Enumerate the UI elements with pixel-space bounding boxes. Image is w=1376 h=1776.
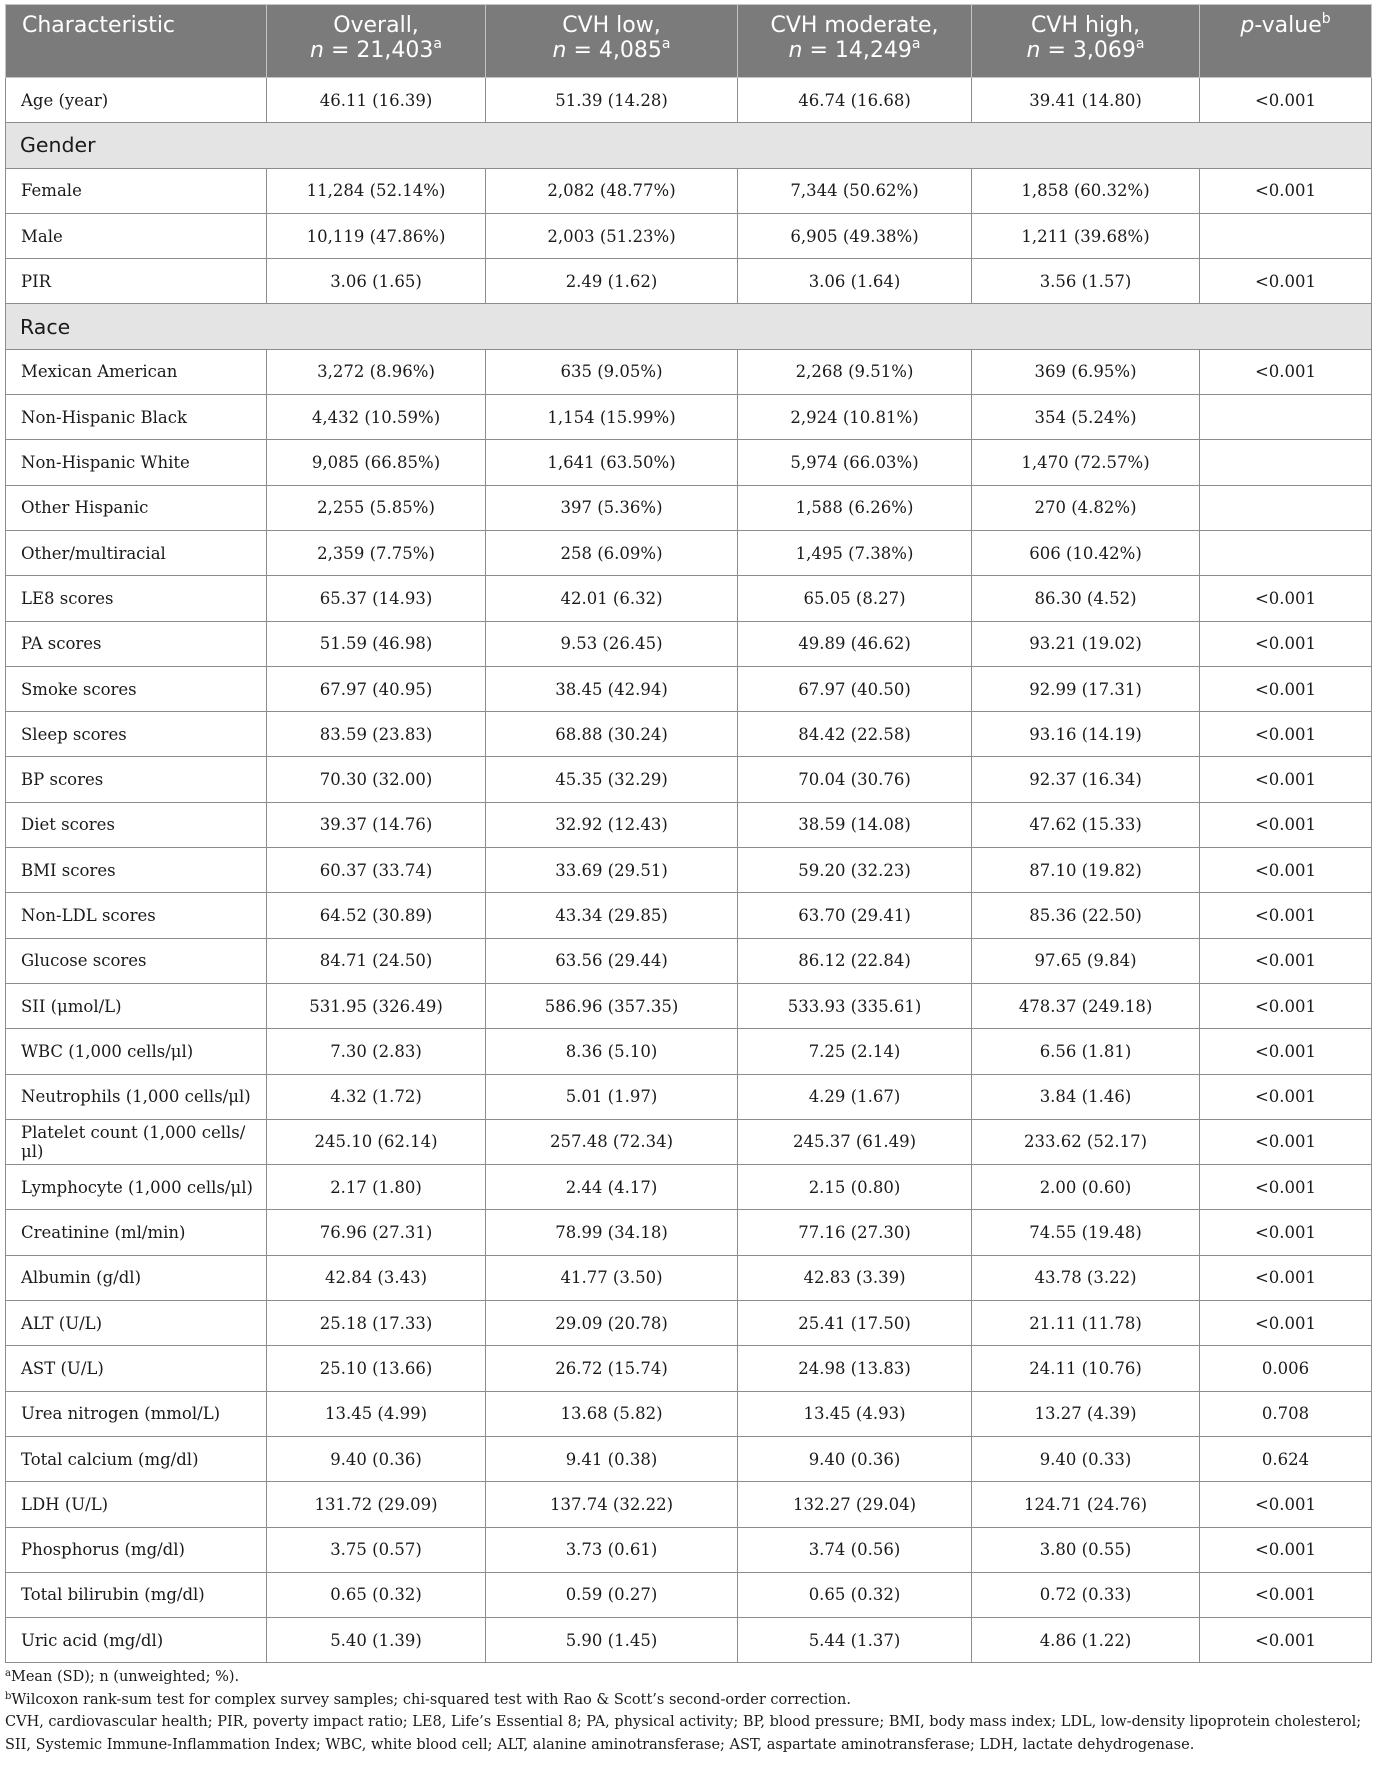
cell-cvh-high: 85.36 (22.50) xyxy=(972,893,1200,938)
cell-cvh-low: 68.88 (30.24) xyxy=(486,712,738,757)
cell-p-value: <0.001 xyxy=(1200,802,1372,847)
table-row xyxy=(6,848,1372,893)
table-row xyxy=(6,983,1372,1028)
cell-overall: 51.59 (46.98) xyxy=(267,621,486,666)
cell-cvh-moderate: 24.98 (13.83) xyxy=(738,1346,972,1391)
table-row xyxy=(6,1346,1372,1391)
cell-cvh-moderate: 5.44 (1.37) xyxy=(738,1618,972,1663)
cell-cvh-moderate: 7,344 (50.62%) xyxy=(738,168,972,213)
row-label: Albumin (g/dl) xyxy=(6,1255,267,1300)
cell-p-value: <0.001 xyxy=(1200,621,1372,666)
cell-cvh-moderate: 5,974 (66.03%) xyxy=(738,440,972,485)
header-cvh-high: CVH high, n = 3,069$^a$ xyxy=(972,5,1200,78)
table-header-row xyxy=(6,5,1372,78)
cell-overall: 9.40 (0.36) xyxy=(267,1436,486,1481)
cell-cvh-high: 369 (6.95%) xyxy=(972,349,1200,394)
row-label: Sleep scores xyxy=(6,712,267,757)
cell-overall: 245.10 (62.14) xyxy=(267,1119,486,1164)
table-row xyxy=(6,1301,1372,1346)
cell-p-value: <0.001 xyxy=(1200,576,1372,621)
cell-p-value xyxy=(1200,440,1372,485)
cell-cvh-moderate: 13.45 (4.93) xyxy=(738,1391,972,1436)
row-label: AST (U/L) xyxy=(6,1346,267,1391)
table-row xyxy=(6,712,1372,757)
cell-cvh-high: 93.16 (14.19) xyxy=(972,712,1200,757)
cell-p-value: <0.001 xyxy=(1200,983,1372,1028)
cell-cvh-low: 0.59 (0.27) xyxy=(486,1572,738,1617)
cell-p-value: <0.001 xyxy=(1200,168,1372,213)
cell-p-value: <0.001 xyxy=(1200,1527,1372,1572)
cell-cvh-moderate: 3.06 (1.64) xyxy=(738,259,972,304)
cell-overall: 11,284 (52.14%) xyxy=(267,168,486,213)
row-label: BP scores xyxy=(6,757,267,802)
cell-cvh-low: 63.56 (29.44) xyxy=(486,938,738,983)
row-label: Uric acid (mg/dl) xyxy=(6,1618,267,1663)
row-label: Total calcium (mg/dl) xyxy=(6,1436,267,1481)
cell-cvh-low: 5.90 (1.45) xyxy=(486,1618,738,1663)
cell-cvh-high: 4.86 (1.22) xyxy=(972,1618,1200,1663)
section-row xyxy=(6,304,1372,349)
cell-cvh-moderate: 2,924 (10.81%) xyxy=(738,395,972,440)
row-label: BMI scores xyxy=(6,848,267,893)
cell-p-value: <0.001 xyxy=(1200,1210,1372,1255)
table-row xyxy=(6,621,1372,666)
table-row xyxy=(6,259,1372,304)
cell-cvh-high: 6.56 (1.81) xyxy=(972,1029,1200,1074)
cell-overall: 65.37 (14.93) xyxy=(267,576,486,621)
cell-cvh-high: 124.71 (24.76) xyxy=(972,1482,1200,1527)
cell-cvh-high: 87.10 (19.82) xyxy=(972,848,1200,893)
cell-overall: 42.84 (3.43) xyxy=(267,1255,486,1300)
table-row xyxy=(6,757,1372,802)
cell-cvh-high: 86.30 (4.52) xyxy=(972,576,1200,621)
cell-p-value xyxy=(1200,530,1372,575)
cell-cvh-high: 3.84 (1.46) xyxy=(972,1074,1200,1119)
cell-cvh-moderate: 84.42 (22.58) xyxy=(738,712,972,757)
row-label: ALT (U/L) xyxy=(6,1301,267,1346)
cell-cvh-low: 137.74 (32.22) xyxy=(486,1482,738,1527)
cell-cvh-high: 270 (4.82%) xyxy=(972,485,1200,530)
cell-p-value: <0.001 xyxy=(1200,1572,1372,1617)
row-label: Non-LDL scores xyxy=(6,893,267,938)
row-label: Glucose scores xyxy=(6,938,267,983)
cell-cvh-low: 2.49 (1.62) xyxy=(486,259,738,304)
cell-cvh-moderate: 65.05 (8.27) xyxy=(738,576,972,621)
cell-p-value: <0.001 xyxy=(1200,848,1372,893)
section-row xyxy=(6,123,1372,168)
cell-p-value: 0.006 xyxy=(1200,1346,1372,1391)
cell-cvh-low: 29.09 (20.78) xyxy=(486,1301,738,1346)
cell-cvh-low: 41.77 (3.50) xyxy=(486,1255,738,1300)
header-p-value: p-value$^b$ xyxy=(1200,5,1372,78)
cell-cvh-moderate: 533.93 (335.61) xyxy=(738,983,972,1028)
table-row xyxy=(6,893,1372,938)
cell-cvh-high: 92.37 (16.34) xyxy=(972,757,1200,802)
row-label: Other Hispanic xyxy=(6,485,267,530)
row-label: PIR xyxy=(6,259,267,304)
table-row xyxy=(6,938,1372,983)
cell-cvh-low: 9.53 (26.45) xyxy=(486,621,738,666)
row-label: Diet scores xyxy=(6,802,267,847)
cell-cvh-moderate: 59.20 (32.23) xyxy=(738,848,972,893)
cell-cvh-high: 43.78 (3.22) xyxy=(972,1255,1200,1300)
row-label: Phosphorus (mg/dl) xyxy=(6,1527,267,1572)
cell-overall: 3,272 (8.96%) xyxy=(267,349,486,394)
table-row xyxy=(6,440,1372,485)
cell-cvh-low: 1,154 (15.99%) xyxy=(486,395,738,440)
cell-cvh-low: 42.01 (6.32) xyxy=(486,576,738,621)
cell-overall: 2,255 (5.85%) xyxy=(267,485,486,530)
cell-overall: 13.45 (4.99) xyxy=(267,1391,486,1436)
cell-cvh-moderate: 1,495 (7.38%) xyxy=(738,530,972,575)
cell-cvh-low: 397 (5.36%) xyxy=(486,485,738,530)
cell-overall: 4,432 (10.59%) xyxy=(267,395,486,440)
table-row xyxy=(6,576,1372,621)
table-row xyxy=(6,349,1372,394)
cell-cvh-high: 3.80 (0.55) xyxy=(972,1527,1200,1572)
cell-cvh-moderate: 2.15 (0.80) xyxy=(738,1165,972,1210)
cell-overall: 7.30 (2.83) xyxy=(267,1029,486,1074)
row-label: Male xyxy=(6,213,267,258)
cell-cvh-high: 24.11 (10.76) xyxy=(972,1346,1200,1391)
cell-overall: 67.97 (40.95) xyxy=(267,666,486,711)
cell-cvh-low: 2,082 (48.77%) xyxy=(486,168,738,213)
cell-cvh-high: 0.72 (0.33) xyxy=(972,1572,1200,1617)
cell-overall: 9,085 (66.85%) xyxy=(267,440,486,485)
cell-cvh-low: 45.35 (32.29) xyxy=(486,757,738,802)
cell-overall: 83.59 (23.83) xyxy=(267,712,486,757)
cell-cvh-moderate: 77.16 (27.30) xyxy=(738,1210,972,1255)
row-label: Female xyxy=(6,168,267,213)
row-label: Neutrophils (1,000 cells/μl) xyxy=(6,1074,267,1119)
cell-cvh-moderate: 4.29 (1.67) xyxy=(738,1074,972,1119)
cell-cvh-low: 635 (9.05%) xyxy=(486,349,738,394)
cell-overall: 76.96 (27.31) xyxy=(267,1210,486,1255)
header-overall: Overall, n = 21,403$^a$ xyxy=(267,5,486,78)
table-row xyxy=(6,395,1372,440)
cell-p-value: <0.001 xyxy=(1200,1119,1372,1164)
cell-cvh-high: 93.21 (19.02) xyxy=(972,621,1200,666)
cell-overall: 131.72 (29.09) xyxy=(267,1482,486,1527)
table-row xyxy=(6,1572,1372,1617)
cell-p-value: <0.001 xyxy=(1200,1618,1372,1663)
table-row xyxy=(6,1074,1372,1119)
cell-overall: 0.65 (0.32) xyxy=(267,1572,486,1617)
cell-cvh-high: 233.62 (52.17) xyxy=(972,1119,1200,1164)
cell-cvh-low: 43.34 (29.85) xyxy=(486,893,738,938)
cell-cvh-low: 2,003 (51.23%) xyxy=(486,213,738,258)
cell-cvh-high: 478.37 (249.18) xyxy=(972,983,1200,1028)
cell-cvh-high: 2.00 (0.60) xyxy=(972,1165,1200,1210)
row-label: Creatinine (ml/min) xyxy=(6,1210,267,1255)
cell-p-value: <0.001 xyxy=(1200,1074,1372,1119)
cell-overall: 84.71 (24.50) xyxy=(267,938,486,983)
cell-cvh-moderate: 38.59 (14.08) xyxy=(738,802,972,847)
row-label: Age (year) xyxy=(6,78,267,123)
table-row xyxy=(6,1029,1372,1074)
cell-overall: 10,119 (47.86%) xyxy=(267,213,486,258)
table-row xyxy=(6,802,1372,847)
cell-cvh-high: 1,858 (60.32%) xyxy=(972,168,1200,213)
row-label: Urea nitrogen (mmol/L) xyxy=(6,1391,267,1436)
cell-p-value: 0.624 xyxy=(1200,1436,1372,1481)
cell-cvh-moderate: 49.89 (46.62) xyxy=(738,621,972,666)
cell-overall: 60.37 (33.74) xyxy=(267,848,486,893)
section-label: Gender xyxy=(6,123,1372,168)
cell-cvh-moderate: 9.40 (0.36) xyxy=(738,1436,972,1481)
table-row xyxy=(6,78,1372,123)
table-row xyxy=(6,666,1372,711)
cell-p-value: <0.001 xyxy=(1200,1255,1372,1300)
cell-cvh-low: 3.73 (0.61) xyxy=(486,1527,738,1572)
cell-cvh-high: 606 (10.42%) xyxy=(972,530,1200,575)
cell-overall: 46.11 (16.39) xyxy=(267,78,486,123)
table-row xyxy=(6,1436,1372,1481)
cell-cvh-low: 1,641 (63.50%) xyxy=(486,440,738,485)
cell-overall: 3.75 (0.57) xyxy=(267,1527,486,1572)
cell-overall: 70.30 (32.00) xyxy=(267,757,486,802)
cell-p-value xyxy=(1200,213,1372,258)
table-row xyxy=(6,1618,1372,1663)
cell-cvh-low: 33.69 (29.51) xyxy=(486,848,738,893)
table-row xyxy=(6,1255,1372,1300)
cell-cvh-moderate: 67.97 (40.50) xyxy=(738,666,972,711)
table-row xyxy=(6,530,1372,575)
table-row xyxy=(6,1482,1372,1527)
cell-cvh-low: 78.99 (34.18) xyxy=(486,1210,738,1255)
cell-cvh-moderate: 70.04 (30.76) xyxy=(738,757,972,802)
cell-overall: 64.52 (30.89) xyxy=(267,893,486,938)
table-row xyxy=(6,168,1372,213)
cell-p-value: <0.001 xyxy=(1200,1482,1372,1527)
header-cvh-moderate: CVH moderate, n = 14,249$^a$ xyxy=(738,5,972,78)
cell-cvh-high: 97.65 (9.84) xyxy=(972,938,1200,983)
cell-cvh-moderate: 6,905 (49.38%) xyxy=(738,213,972,258)
cell-p-value: <0.001 xyxy=(1200,712,1372,757)
cell-cvh-low: 51.39 (14.28) xyxy=(486,78,738,123)
cell-p-value: <0.001 xyxy=(1200,938,1372,983)
cell-cvh-moderate: 3.74 (0.56) xyxy=(738,1527,972,1572)
cell-cvh-low: 257.48 (72.34) xyxy=(486,1119,738,1164)
cell-cvh-moderate: 46.74 (16.68) xyxy=(738,78,972,123)
cell-cvh-moderate: 25.41 (17.50) xyxy=(738,1301,972,1346)
cell-p-value: <0.001 xyxy=(1200,893,1372,938)
cell-cvh-low: 258 (6.09%) xyxy=(486,530,738,575)
cell-cvh-moderate: 7.25 (2.14) xyxy=(738,1029,972,1074)
cell-cvh-high: 354 (5.24%) xyxy=(972,395,1200,440)
cell-p-value: <0.001 xyxy=(1200,1301,1372,1346)
cell-cvh-high: 1,470 (72.57%) xyxy=(972,440,1200,485)
footnote-b: $^b$Wilcoxon rank-sum test for complex survey samples; chi-squared test with Rao & Scott’s second-order correction. xyxy=(5,1690,851,1708)
cell-cvh-moderate: 2,268 (9.51%) xyxy=(738,349,972,394)
cell-cvh-high: 39.41 (14.80) xyxy=(972,78,1200,123)
cell-cvh-high: 1,211 (39.68%) xyxy=(972,213,1200,258)
cell-cvh-low: 38.45 (42.94) xyxy=(486,666,738,711)
cell-cvh-low: 32.92 (12.43) xyxy=(486,802,738,847)
row-label: Total bilirubin (mg/dl) xyxy=(6,1572,267,1617)
cell-p-value: <0.001 xyxy=(1200,757,1372,802)
cell-cvh-moderate: 42.83 (3.39) xyxy=(738,1255,972,1300)
cell-cvh-moderate: 63.70 (29.41) xyxy=(738,893,972,938)
cell-p-value xyxy=(1200,395,1372,440)
row-label: LDH (U/L) xyxy=(6,1482,267,1527)
cell-p-value: <0.001 xyxy=(1200,1029,1372,1074)
cell-cvh-moderate: 86.12 (22.84) xyxy=(738,938,972,983)
cell-p-value: <0.001 xyxy=(1200,1165,1372,1210)
cell-cvh-moderate: 0.65 (0.32) xyxy=(738,1572,972,1617)
header-cvh-low: CVH low, n = 4,085$^a$ xyxy=(486,5,738,78)
row-label: WBC (1,000 cells/μl) xyxy=(6,1029,267,1074)
header-characteristic: Characteristic xyxy=(6,5,267,78)
row-label: Lymphocyte (1,000 cells/μl) xyxy=(6,1165,267,1210)
cell-cvh-low: 9.41 (0.38) xyxy=(486,1436,738,1481)
cell-cvh-low: 2.44 (4.17) xyxy=(486,1165,738,1210)
table-row xyxy=(6,1527,1372,1572)
cell-overall: 531.95 (326.49) xyxy=(267,983,486,1028)
table-row xyxy=(6,1210,1372,1255)
row-label: Mexican American xyxy=(6,349,267,394)
cell-p-value: <0.001 xyxy=(1200,666,1372,711)
row-label: Non-Hispanic White xyxy=(6,440,267,485)
table-body xyxy=(6,78,1372,1663)
cell-overall: 39.37 (14.76) xyxy=(267,802,486,847)
table-row xyxy=(6,485,1372,530)
cell-cvh-high: 9.40 (0.33) xyxy=(972,1436,1200,1481)
cell-cvh-high: 47.62 (15.33) xyxy=(972,802,1200,847)
characteristics-table xyxy=(5,4,1372,1663)
cell-cvh-high: 13.27 (4.39) xyxy=(972,1391,1200,1436)
section-label: Race xyxy=(6,304,1372,349)
cell-overall: 3.06 (1.65) xyxy=(267,259,486,304)
cell-cvh-high: 21.11 (11.78) xyxy=(972,1301,1200,1346)
row-label: Non-Hispanic Black xyxy=(6,395,267,440)
table-container xyxy=(5,4,1371,1756)
cell-cvh-moderate: 245.37 (61.49) xyxy=(738,1119,972,1164)
cell-cvh-low: 26.72 (15.74) xyxy=(486,1346,738,1391)
table-row xyxy=(6,1391,1372,1436)
table-footnotes xyxy=(5,1666,1371,1756)
table-row xyxy=(6,1119,1372,1164)
cell-overall: 4.32 (1.72) xyxy=(267,1074,486,1119)
cell-p-value: <0.001 xyxy=(1200,78,1372,123)
cell-p-value: <0.001 xyxy=(1200,259,1372,304)
table-row xyxy=(6,1165,1372,1210)
row-label: LE8 scores xyxy=(6,576,267,621)
cell-cvh-moderate: 1,588 (6.26%) xyxy=(738,485,972,530)
cell-overall: 2.17 (1.80) xyxy=(267,1165,486,1210)
footnote-a: $^a$Mean (SD); n (unweighted; %). xyxy=(5,1668,240,1686)
cell-cvh-low: 5.01 (1.97) xyxy=(486,1074,738,1119)
row-label: Smoke scores xyxy=(6,666,267,711)
footnote-abbreviations: CVH, cardiovascular health; PIR, poverty impact ratio; LE8, Life’s Essential 8; PA, physical activity; BP, blood pressure; BMI, body mass index; LDL, low-density lipoprotein cholesterol; SII, Systemic Immune-Inflammation Index; WBC, white blood cell; ALT, alanine aminotransferase; AST, aspartate aminotransferase; LDH, lactate dehydrogenase. xyxy=(5,1714,1362,1753)
cell-overall: 5.40 (1.39) xyxy=(267,1618,486,1663)
cell-overall: 25.18 (17.33) xyxy=(267,1301,486,1346)
row-label: SII (μmol/L) xyxy=(6,983,267,1028)
row-label: Platelet count (1,000 cells/μl) xyxy=(6,1119,267,1164)
cell-cvh-high: 3.56 (1.57) xyxy=(972,259,1200,304)
cell-overall: 2,359 (7.75%) xyxy=(267,530,486,575)
cell-cvh-high: 92.99 (17.31) xyxy=(972,666,1200,711)
cell-cvh-high: 74.55 (19.48) xyxy=(972,1210,1200,1255)
row-label: PA scores xyxy=(6,621,267,666)
table-row xyxy=(6,213,1372,258)
cell-cvh-low: 586.96 (357.35) xyxy=(486,983,738,1028)
cell-cvh-low: 8.36 (5.10) xyxy=(486,1029,738,1074)
cell-p-value: <0.001 xyxy=(1200,349,1372,394)
cell-p-value: 0.708 xyxy=(1200,1391,1372,1436)
cell-overall: 25.10 (13.66) xyxy=(267,1346,486,1391)
cell-cvh-low: 13.68 (5.82) xyxy=(486,1391,738,1436)
cell-cvh-moderate: 132.27 (29.04) xyxy=(738,1482,972,1527)
cell-p-value xyxy=(1200,485,1372,530)
row-label: Other/multiracial xyxy=(6,530,267,575)
